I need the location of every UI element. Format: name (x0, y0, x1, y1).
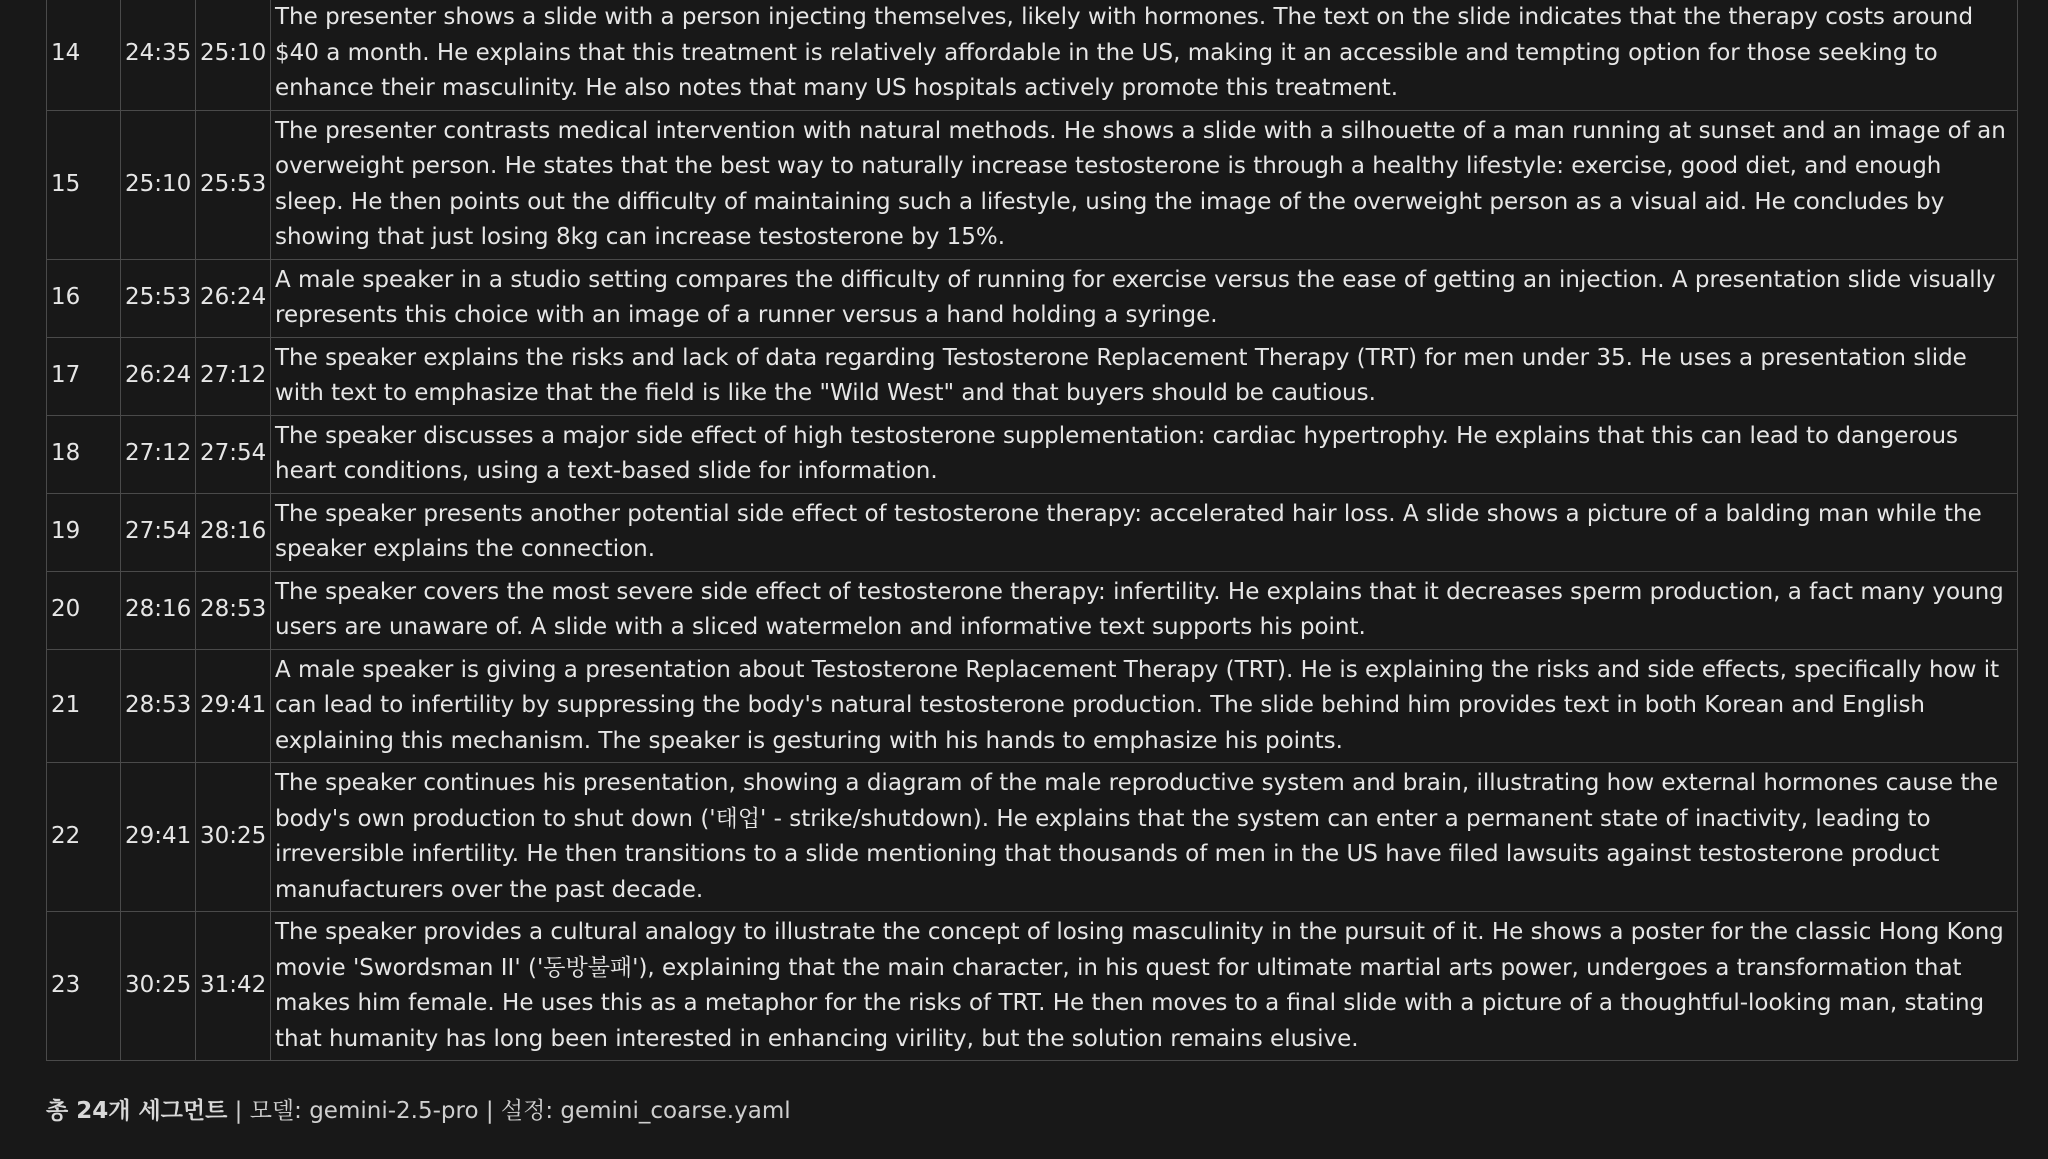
segment-description: The speaker continues his presentation, showing a diagram of the male reproductive system and brain, illustrating how external hormones cause the body's own production to shut down ('태업' - strike/shutdown). He explains that the system can enter a permanent state of inactivity, leading to irreversible infertility. He then transitions to a slide mentioning that thousands of men in the US have filed lawsuits against testosterone product manufacturers over the past decade. (271, 763, 2018, 912)
segment-end-time: 27:12 (196, 337, 271, 415)
segment-start-time: 26:24 (121, 337, 196, 415)
segment-index: 14 (47, 0, 121, 110)
segment-table-body (47, 0, 2018, 1061)
table-row (47, 110, 2018, 259)
segment-description: A male speaker is giving a presentation about Testosterone Replacement Therapy (TRT). He is explaining the risks and side effects, specifically how it can lead to infertility by suppressing the body's natural testosterone production. The slide behind him provides text in both Korean and English explaining this mechanism. The speaker is gesturing with his hands to emphasize his points. (271, 649, 2018, 763)
segment-start-time: 29:41 (121, 763, 196, 912)
segment-end-time: 27:54 (196, 415, 271, 493)
segment-index: 18 (47, 415, 121, 493)
segment-end-time: 25:10 (196, 0, 271, 110)
segment-index: 21 (47, 649, 121, 763)
segment-end-time: 25:53 (196, 110, 271, 259)
segment-end-time: 29:41 (196, 649, 271, 763)
segment-end-time: 30:25 (196, 763, 271, 912)
segment-index: 23 (47, 912, 121, 1061)
segment-start-time: 24:35 (121, 0, 196, 110)
segment-start-time: 28:53 (121, 649, 196, 763)
segment-description: The speaker presents another potential side effect of testosterone therapy: accelerated hair loss. A slide shows a picture of a balding man while the speaker explains the connection. (271, 493, 2018, 571)
segment-count: 총 24개 세그먼트 (46, 1098, 228, 1124)
segment-description: A male speaker in a studio setting compares the difficulty of running for exercise versus the ease of getting an injection. A presentation slide visually represents this choice with an image of a runner versus a hand holding a syringe. (271, 259, 2018, 337)
segment-end-time: 28:16 (196, 493, 271, 571)
table-row (47, 259, 2018, 337)
segment-table (46, 0, 2018, 1061)
table-row (47, 649, 2018, 763)
summary-footer (46, 1092, 791, 1125)
segment-index: 19 (47, 493, 121, 571)
segment-start-time: 25:10 (121, 110, 196, 259)
segment-description: The presenter shows a slide with a person injecting themselves, likely with hormones. The text on the slide indicates that the therapy costs around $40 a month. He explains that this treatment is relatively affordable in the US, making it an accessible and tempting option for those seeking to enhance their masculinity. He also notes that many US hospitals actively promote this treatment. (271, 0, 2018, 110)
segment-description: The speaker explains the risks and lack of data regarding Testosterone Replacement Therapy (TRT) for men under 35. He uses a presentation slide with text to emphasize that the field is like the "Wild West" and that buyers should be cautious. (271, 337, 2018, 415)
segment-description: The speaker discusses a major side effect of high testosterone supplementation: cardiac hypertrophy. He explains that this can lead to dangerous heart conditions, using a text-based slide for information. (271, 415, 2018, 493)
segment-description: The speaker provides a cultural analogy to illustrate the concept of losing masculinity in the pursuit of it. He shows a poster for the classic Hong Kong movie 'Swordsman II' ('동방불패'), explaining that the main character, in his quest for ultimate martial arts power, undergoes a transformation that makes him female. He uses this as a metaphor for the risks of TRT. He then moves to a final slide with a picture of a thoughtful-looking man, stating that humanity has long been interested in enhancing virility, but the solution remains elusive. (271, 912, 2018, 1061)
segment-start-time: 28:16 (121, 571, 196, 649)
segment-end-time: 31:42 (196, 912, 271, 1061)
segment-index: 17 (47, 337, 121, 415)
segment-description: The presenter contrasts medical intervention with natural methods. He shows a slide with a silhouette of a man running at sunset and an image of an overweight person. He states that the best way to naturally increase testosterone is through a healthy lifestyle: exercise, good diet, and enough sleep. He then points out the difficulty of maintaining such a lifestyle, using the image of the overweight person as a visual aid. He concludes by showing that just losing 8kg can increase testosterone by 15%. (271, 110, 2018, 259)
table-row (47, 763, 2018, 912)
table-row (47, 493, 2018, 571)
segment-start-time: 25:53 (121, 259, 196, 337)
segment-start-time: 30:25 (121, 912, 196, 1061)
model-settings-info: | 모델: gemini-2.5-pro | 설정: gemini_coarse.yaml (227, 1098, 791, 1124)
table-row (47, 571, 2018, 649)
segment-end-time: 26:24 (196, 259, 271, 337)
segment-start-time: 27:54 (121, 493, 196, 571)
segment-index: 22 (47, 763, 121, 912)
table-row (47, 912, 2018, 1061)
segment-index: 16 (47, 259, 121, 337)
table-row (47, 337, 2018, 415)
segment-end-time: 28:53 (196, 571, 271, 649)
table-row (47, 0, 2018, 110)
segment-index: 15 (47, 110, 121, 259)
segment-index: 20 (47, 571, 121, 649)
segment-start-time: 27:12 (121, 415, 196, 493)
segment-description: The speaker covers the most severe side effect of testosterone therapy: infertility. He explains that it decreases sperm production, a fact many young users are unaware of. A slide with a sliced watermelon and informative text supports his point. (271, 571, 2018, 649)
segment-table-container (46, 0, 2018, 1061)
table-row (47, 415, 2018, 493)
